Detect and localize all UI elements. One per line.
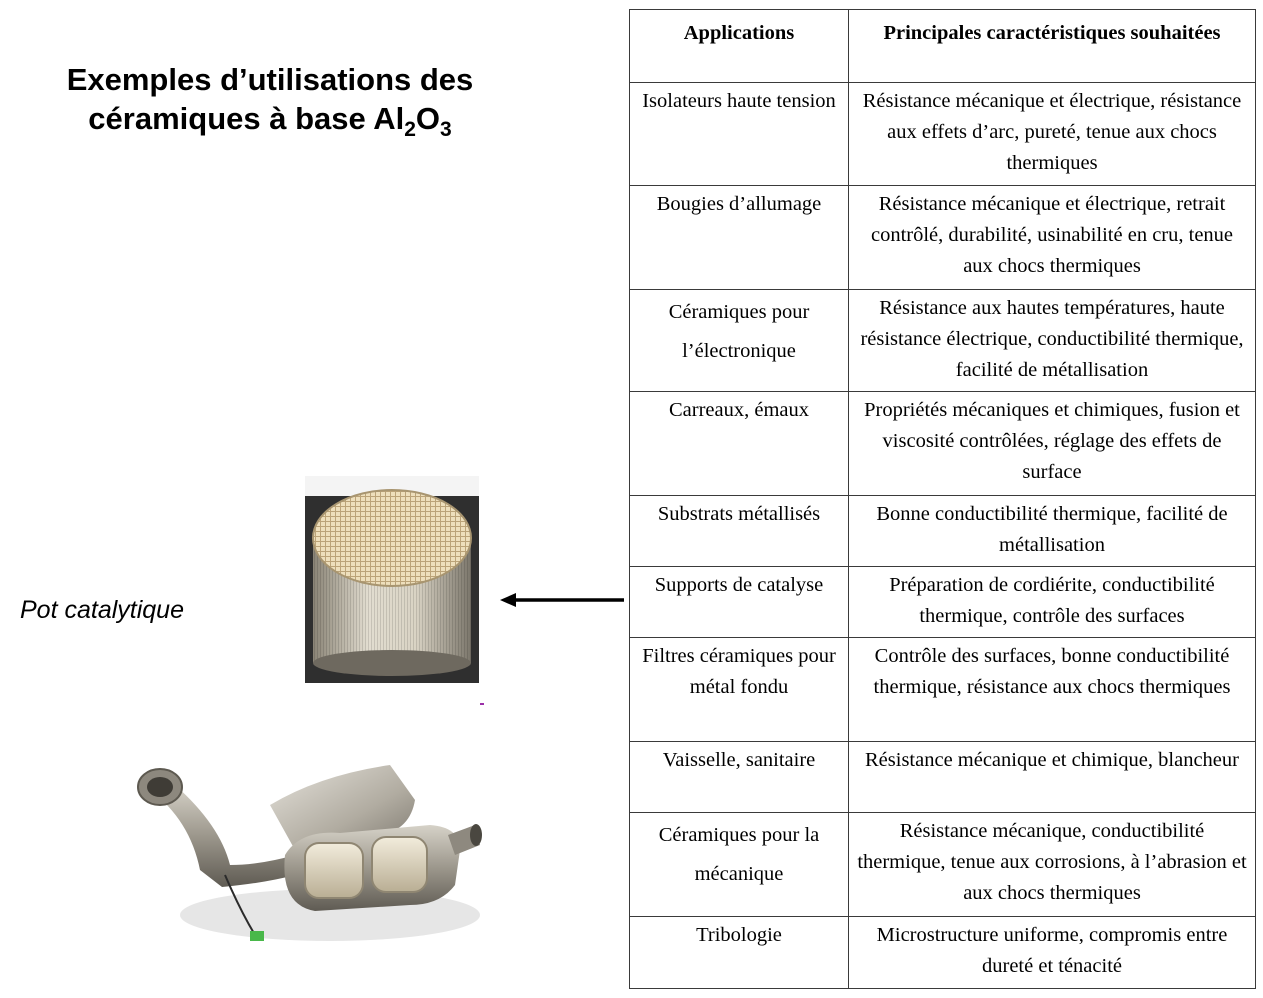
table-row — [630, 567, 1256, 638]
table-row — [630, 392, 1256, 496]
application-cell: Carreaux, émaux — [630, 392, 849, 496]
table-row — [630, 83, 1256, 186]
table-row — [630, 742, 1256, 813]
table-row — [630, 496, 1256, 567]
arrow-left-icon — [498, 586, 626, 614]
characteristics-cell: Résistance mécanique, conductibilité thermique, tenue aux corrosions, à l’abrasion et aux chocs thermiques — [849, 813, 1256, 917]
header-characteristics: Principales caractéristiques souhaitées — [849, 10, 1256, 83]
application-cell: Filtres céramiques pour métal fondu — [630, 638, 849, 742]
characteristics-cell: Résistance mécanique et électrique, retrait contrôlé, durabilité, usinabilité en cru, tenue aux chocs thermiques — [849, 186, 1256, 290]
characteristics-cell: Résistance aux hautes températures, haute résistance électrique, conductibilité thermique, facilité de métallisation — [849, 290, 1256, 392]
table-row — [630, 638, 1256, 742]
characteristics-cell: Propriétés mécaniques et chimiques, fusion et viscosité contrôlées, réglage des effets de surface — [849, 392, 1256, 496]
application-cell: Céramiques pour l’électronique — [630, 290, 849, 392]
title-subscript-3: 3 — [440, 118, 452, 141]
characteristics-cell: Contrôle des surfaces, bonne conductibilité thermique, résistance aux chocs thermiques — [849, 638, 1256, 742]
title-text: Exemples d’utilisations des céramiques à base Al — [66, 62, 474, 136]
header-applications: Applications — [630, 10, 849, 83]
title-oxygen: O — [415, 101, 441, 136]
application-cell: Céramiques pour la mécanique — [630, 813, 849, 917]
table-row — [630, 186, 1256, 290]
application-cell: Tribologie — [630, 917, 849, 989]
characteristics-cell: Bonne conductibilité thermique, facilité de métallisation — [849, 496, 1256, 567]
application-cell: Supports de catalyse — [630, 567, 849, 638]
application-cell: Bougies d’allumage — [630, 186, 849, 290]
application-cell: Substrats métallisés — [630, 496, 849, 567]
slide-title — [30, 60, 510, 141]
application-cell: Isolateurs haute tension — [630, 83, 849, 186]
characteristics-cell: Microstructure uniforme, compromis entre dureté et ténacité — [849, 917, 1256, 989]
table-header-row — [630, 10, 1256, 83]
table-row — [630, 813, 1256, 917]
characteristics-cell: Résistance mécanique et électrique, résistance aux effets d’arc, pureté, tenue aux chocs thermiques — [849, 83, 1256, 186]
application-cell: Vaisselle, sanitaire — [630, 742, 849, 813]
honeycomb-substrate-image — [305, 476, 479, 683]
characteristics-cell: Résistance mécanique et chimique, blancheur — [849, 742, 1256, 813]
title-subscript-2: 2 — [404, 118, 416, 141]
characteristics-cell: Préparation de cordiérite, conductibilité thermique, contrôle des surfaces — [849, 567, 1256, 638]
applications-table — [629, 9, 1256, 989]
table-row — [630, 290, 1256, 392]
table-row — [630, 917, 1256, 989]
catalytic-pot-label: Pot catalytique — [20, 596, 184, 624]
catalytic-converter-image — [130, 705, 482, 967]
